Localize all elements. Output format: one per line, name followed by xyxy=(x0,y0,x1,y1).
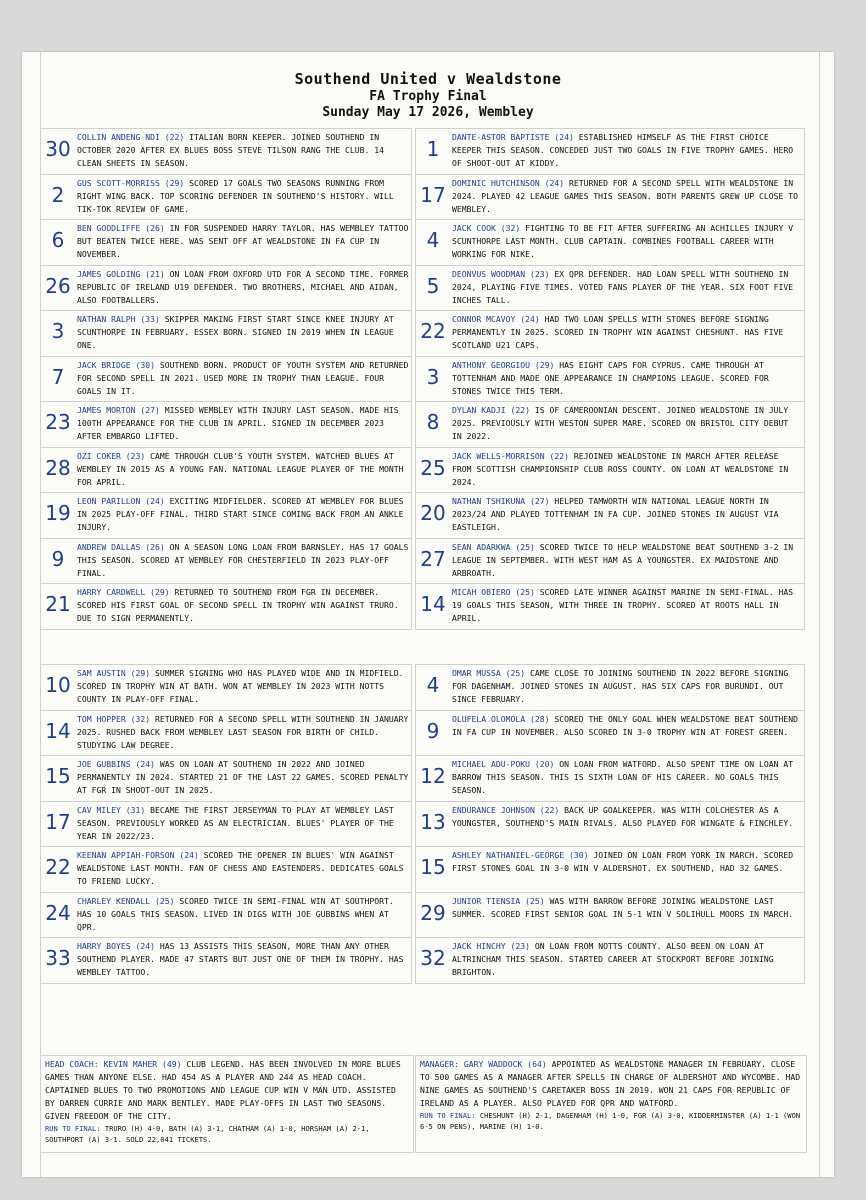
player-bio: CAME CLOSE TO JOINING SOUTHEND IN 2022 BEFORE SIGNING FOR DAGENHAM. JOINED STONES IN AUGUST. HAS SIX CAPS FOR BURUNDI. OUT SINCE FEBRUARY. xyxy=(452,668,789,704)
wealdstone-manager xyxy=(415,1055,807,1153)
player-name: ASHLEY NATHANIEL-GEORGE (30) xyxy=(452,850,589,860)
player-entry xyxy=(40,401,412,447)
player-bio: WAS WITH BARROW BEFORE JOINING WEALDSTONE LAST SUMMER. SCORED FIRST SENIOR GOAL IN 5-1 WIN V SOLIHULL MOORS IN MARCH. xyxy=(452,895,794,919)
player-note xyxy=(452,268,802,307)
player-bio: SUMMER SIGNING WHO HAS PLAYED WIDE AND IN MIDFIELD. SCORED IN TROPHY WIN AT BATH. WON AT WEMBLEY IN 2023 WITH NOTTS COUNTY IN PLAY-OFF FINAL. xyxy=(77,668,404,704)
player-bio: SCORED THE ONLY GOAL WHEN WEALDSTONE BEAT SOUTHEND IN FA CUP IN NOVEMBER. ALSO SCORED IN 3-0 TROPHY WIN AT FOREST GREEN. xyxy=(452,713,798,737)
player-entry xyxy=(40,265,412,311)
squad-number: 26 xyxy=(45,273,71,298)
squad-number: 28 xyxy=(45,455,71,480)
player-note xyxy=(452,313,802,352)
player-name: TOM HOPPER (32) xyxy=(77,713,151,724)
player-note xyxy=(77,450,409,489)
player-note xyxy=(452,940,802,979)
player-name: DYLAN KADJI (22) xyxy=(452,405,530,415)
player-bio: HELPED TAMWORTH WIN NATIONAL LEAGUE NORTH IN 2023/24 AND PLAYED TOTTENHAM IN FA CUP. JOINED STONES IN AUGUST VIA EASTLEIGH. xyxy=(452,496,779,532)
player-name: OZI COKER (23) xyxy=(77,450,146,461)
player-entry xyxy=(40,492,412,538)
player-entry xyxy=(415,710,805,756)
player-entry xyxy=(415,310,805,356)
player-note xyxy=(77,758,409,797)
southend-substitutes xyxy=(40,664,412,984)
player-bio: RETURNED FOR A SECOND SPELL WITH WEALDSTONE IN 2024. PLAYED 42 LEAGUE GAMES THIS SEASON. BOTH PARENTS GREW UP CLOSE TO WEMBLEY. xyxy=(452,177,798,214)
player-entry xyxy=(40,892,412,938)
player-note xyxy=(77,222,409,261)
player-note xyxy=(77,359,409,398)
player-entry xyxy=(415,892,805,938)
player-bio: SCORED LATE WINNER AGAINST MARINE IN SEMI-FINAL. HAS 19 GOALS THIS SEASON, WITH THREE IN TROPHY. SCORED AT ROOTS HALL IN APRIL. xyxy=(452,587,794,623)
player-note xyxy=(77,177,409,216)
squad-number: 17 xyxy=(420,182,446,207)
player-entry xyxy=(415,538,805,584)
player-bio: SOUTHEND BORN. PRODUCT OF YOUTH SYSTEM AND RETURNED FOR SECOND SPELL IN 2021. USED MORE IN TROPHY THAN LEAGUE. FOUR GOALS IN IT. xyxy=(77,359,409,396)
player-bio: SCORED TWICE TO HELP WEALDSTONE BEAT SOUTHEND 3-2 IN LEAGUE IN SEPTEMBER. WITH WEST HAM AS A YOUNGSTER. EX MAIDSTONE AND ARBROATH. xyxy=(452,541,794,578)
fixture-title: Southend United v Wealdstone xyxy=(294,70,562,88)
squad-number: 27 xyxy=(420,546,446,571)
player-bio: ON LOAN FROM OXFORD UTD FOR A SECOND TIME. FORMER REPUBLIC OF IRELAND U19 DEFENDER. TWO BROTHERS, MICHAEL AND AIDAN, ALSO FOOTBALLERS. xyxy=(77,268,409,305)
player-bio: BECAME THE FIRST JERSEYMAN TO PLAY AT WEMBLEY LAST SEASON. PREVIOUSLY WORKED AS AN ELECTRICIAN. BLUES' PLAYER OF THE YEAR IN 2022/23. xyxy=(77,804,394,841)
squad-number: 9 xyxy=(426,718,440,743)
player-entry xyxy=(40,128,412,174)
player-name: DOMINIC HUTCHINSON (24) xyxy=(452,177,565,188)
player-bio: HAS EIGHT CAPS FOR CYPRUS. CAME THROUGH AT TOTTENHAM AND MADE ONE APPEARANCE IN CHAMPIONS LEAGUE. SCORED FOR STONES TWICE THIS TERM. xyxy=(452,359,769,396)
player-bio: MISSED WEMBLEY WITH INJURY LAST SEASON. MADE HIS 100TH APPEARANCE FOR THE CLUB IN APRIL. SIGNED IN DECEMBER 2023 AFTER EMBARGO LIFTED. xyxy=(77,405,399,441)
player-bio: ON LOAN FROM WATFORD. ALSO SPENT TIME ON LOAN AT BARROW THIS SEASON. THIS IS SIXTH LOAN OF HIS CAREER. NO GOALS THIS SEASON. xyxy=(452,759,794,795)
player-name: HARRY BOYES (24) xyxy=(77,941,155,951)
player-bio: ON LOAN FROM NOTTS COUNTY. ALSO BEEN ON LOAN AT ALTRINCHAM THIS SEASON. STARTED CAREER AT STOCKPORT BEFORE JOINING BRIGHTON. xyxy=(452,941,774,977)
player-note xyxy=(77,667,409,706)
player-note xyxy=(452,541,802,580)
player-note xyxy=(452,404,802,443)
player-note xyxy=(77,586,409,625)
player-bio: ESTABLISHED HIMSELF AS THE FIRST CHOICE KEEPER THIS SEASON. CONCEDED JUST TWO GOALS IN FIVE TROPHY GAMES. HERO OF SHOOT-OUT AT KIDDY. xyxy=(452,132,794,168)
match-title xyxy=(22,70,834,120)
player-name: JOE GUBBINS (24) xyxy=(77,759,155,769)
player-name: HARRY CARDWELL (29) xyxy=(77,587,170,597)
player-name: BEN GOODLIFFE (26) xyxy=(77,223,165,233)
coach-name: HEAD COACH: KEVIN MAHER (49) xyxy=(45,1059,182,1069)
player-name: JACK HINCHY (23) xyxy=(452,941,530,951)
squad-number: 5 xyxy=(426,273,440,298)
date-venue: Sunday May 17 2026, Wembley xyxy=(322,105,534,120)
squad-number: 22 xyxy=(45,855,71,879)
player-note xyxy=(77,313,409,352)
player-entry xyxy=(415,664,805,710)
player-name: NATHAN TSHIKUNA (27) xyxy=(452,496,550,506)
player-entry xyxy=(415,583,805,630)
player-entry xyxy=(40,583,412,630)
squad-number: 3 xyxy=(426,364,440,389)
player-bio: RETURNED TO SOUTHEND FROM FGR IN DECEMBER. SCORED HIS FIRST GOAL OF SECOND SPELL IN TROPHY WIN AGAINST TRURO. DUE TO SIGN PERMANENTLY. xyxy=(77,587,399,623)
player-bio: HAS 13 ASSISTS THIS SEASON, MORE THAN ANY OTHER SOUTHEND PLAYER. MADE 47 STARTS BUT JUST ONE OF THEM IN TROPHY. HAS WEMBLEY TATTOO. xyxy=(77,941,404,977)
player-bio: SCORED THE OPENER IN BLUES' WIN AGAINST WEALDSTONE LAST MONTH. FAN OF CHESS AND EASTENDERS. DEDICATES GOALS TO FRIEND LUCKY. xyxy=(77,850,404,886)
player-bio: REJOINED WEALDSTONE IN MARCH AFTER RELEASE FROM SCOTTISH CHAMPIONSHIP CLUB ROSS COUNTY. ON LOAN AT WEALDSTONE IN 2024. xyxy=(452,450,789,487)
player-note xyxy=(77,131,409,170)
player-note xyxy=(452,586,802,625)
player-note xyxy=(452,177,802,216)
player-name: OLUFELA OLOMOLA (28) xyxy=(452,713,550,724)
squad-number: 9 xyxy=(51,546,65,571)
player-name: DEONVUS WOODMAN (23) xyxy=(452,268,550,279)
player-name: MICHAEL ADU-POKU (20) xyxy=(452,759,555,769)
player-entry xyxy=(415,937,805,984)
player-note xyxy=(452,222,802,261)
coach-bio: CLUB LEGEND. HAS BEEN INVOLVED IN MORE BLUES GAMES THAN ANYONE ELSE. HAD 454 AS A PLAYER AND 244 AS HEAD COACH. CAPTAINED BLUES TO TWO PROMOTIONS AND LEAGUE CUP WIN V MAN UTD. ASSISTED BY DARREN CURRIE AND MARK BENTLEY. MADE PLAY-OFFS IN LAST TWO SEASONS. GIVEN FREEDOM OF THE CITY. xyxy=(45,1059,401,1121)
player-note xyxy=(452,895,802,921)
player-name: OMAR MUSSA (25) xyxy=(452,668,526,678)
squad-number: 14 xyxy=(420,592,446,616)
player-entry xyxy=(40,755,412,801)
player-entry xyxy=(415,128,805,174)
player-note xyxy=(452,849,802,875)
player-entry xyxy=(40,801,412,847)
player-name: JACK BRIDGE (30) xyxy=(77,359,155,370)
run-to-final-results: TRURO (H) 4-0, BATH (A) 3-1, CHATHAM (A) 1-0, HORSHAM (A) 2-1, SOUTHPORT (A) 3-1. SOLD 22,041 TICKETS. xyxy=(45,1124,370,1144)
squad-number: 30 xyxy=(45,137,71,161)
squad-number: 4 xyxy=(426,228,440,252)
player-name: SEAN ADARKWA (25) xyxy=(452,541,535,552)
squad-number: 15 xyxy=(420,855,446,879)
player-note xyxy=(452,359,802,398)
player-bio: EXCITING MIDFIELDER. SCORED AT WEMBLEY FOR BLUES IN 2025 PLAY-OFF FINAL. THIRD START SINCE COMING BACK FROM AN ANKLE INJURY. xyxy=(77,496,404,532)
squad-number: 32 xyxy=(420,946,446,970)
margin-line-right xyxy=(819,52,820,1177)
player-name: SAM AUSTIN (29) xyxy=(77,668,151,678)
player-note xyxy=(77,849,409,888)
squad-number: 33 xyxy=(45,946,71,970)
wealdstone-starting-xi xyxy=(415,128,805,630)
player-name: CONNOR MCAVOY (24) xyxy=(452,314,540,324)
squad-number: 14 xyxy=(45,718,71,743)
squad-number: 17 xyxy=(45,809,71,834)
player-note xyxy=(452,758,802,797)
player-note xyxy=(452,131,802,170)
player-name: KEENAN APPIAH-FORSON (24) xyxy=(77,850,199,860)
player-note xyxy=(77,268,409,307)
player-entry xyxy=(415,219,805,265)
run-to-final-label: RUN TO FINAL: xyxy=(45,1124,101,1133)
player-bio: SCORED 17 GOALS TWO SEASONS RUNNING FROM RIGHT WING BACK. TOP SCORING DEFENDER IN SOUTHEND'S HISTORY. WILL TIK-TOK REVIEW OF GAME. xyxy=(77,177,394,214)
player-note xyxy=(77,404,409,443)
run-to-final xyxy=(45,1123,409,1145)
squad-number: 20 xyxy=(420,501,446,525)
player-name: DANTE-ASTOR BAPTISTE (24) xyxy=(452,132,574,142)
player-bio: ON A SEASON LONG LOAN FROM BARNSLEY. HAS 17 GOALS THIS SEASON. SCORED AT WEMBLEY FOR CHESTERFIELD IN 2023 PLAY-OFF FINAL. xyxy=(77,541,409,578)
player-note xyxy=(452,450,802,489)
squad-number: 2 xyxy=(51,182,65,207)
player-bio: SCORED TWICE IN SEMI-FINAL WIN AT SOUTHPORT. HAS 10 GOALS THIS SEASON. LIVED IN DIGS WITH JOE GUBBINS WHEN AT QPR. xyxy=(77,895,394,932)
run-to-final xyxy=(420,1110,802,1132)
wealdstone-substitutes xyxy=(415,664,805,984)
player-bio: RETURNED FOR A SECOND SPELL WITH SOUTHEND IN JANUARY 2025. RUSHED BACK FROM WEMBLEY LAST SEASON FOR BIRTH OF CHILD. STUDYING LAW DEGREE. xyxy=(77,713,409,750)
player-name: CAV MILEY (31) xyxy=(77,804,146,815)
player-note xyxy=(77,541,409,580)
player-bio: FIGHTING TO BE FIT AFTER SUFFERING AN ACHILLES INJURY V SCUNTHORPE LAST MONTH. CLUB CAPTAIN. COMBINES FOOTBALL CAREER WITH WORKING FOR NIKE. xyxy=(452,223,794,259)
coach-note xyxy=(420,1058,802,1132)
player-note xyxy=(77,940,409,979)
player-name: JACK WELLS-MORRISON (22) xyxy=(452,450,569,461)
squad-number: 6 xyxy=(51,228,65,252)
player-entry xyxy=(415,401,805,447)
player-name: JAMES GOLDING (21) xyxy=(77,268,165,279)
coach-bio: APPOINTED AS WEALDSTONE MANAGER IN FEBRUARY. CLOSE TO 500 GAMES AS A MANAGER AFTER SPELLS IN CHARGE OF ALDERSHOT AND WYCOMBE. HAD NINE GAMES AS SOUTHEND'S CARETAKER BOSS IN 2019. WON 21 CAPS FOR REPUBLIC OF IRELAND AS A PLAYER. ALSO PLAYED FOR QPR AND WATFORD. xyxy=(420,1059,801,1108)
player-entry xyxy=(415,174,805,220)
player-note xyxy=(452,667,802,706)
player-entry xyxy=(415,447,805,493)
player-entry xyxy=(415,755,805,801)
team-sheet xyxy=(22,52,834,1177)
squad-number: 3 xyxy=(51,319,65,343)
player-bio: BACK UP GOALKEEPER. WAS WITH COLCHESTER AS A YOUNGSTER, SOUTHEND'S MAIN RIVALS. ALSO PLAYED FOR WINGATE & FINCHLEY. xyxy=(452,804,794,828)
player-entry xyxy=(40,937,412,984)
player-name: NATHAN RALPH (33) xyxy=(77,314,160,324)
player-note xyxy=(452,495,802,534)
coach-note xyxy=(45,1058,409,1145)
coach-name: MANAGER: GARY WADDOCK (64) xyxy=(420,1059,547,1069)
player-entry xyxy=(415,356,805,402)
squad-number: 4 xyxy=(426,673,440,697)
player-name: JAMES MORTON (27) xyxy=(77,405,160,415)
squad-number: 25 xyxy=(420,455,446,480)
player-bio: WAS ON LOAN AT SOUTHEND IN 2022 AND JOINED PERMANENTLY IN 2024. STARTED 21 OF THE LAST 22 GAMES. SCORED PENALTY AT FGR IN SHOOT-OUT IN 2025. xyxy=(77,759,409,795)
southend-head-coach xyxy=(40,1055,414,1153)
squad-number: 29 xyxy=(420,900,446,925)
run-to-final-label: RUN TO FINAL: xyxy=(420,1111,476,1120)
player-bio: EX QPR DEFENDER. HAD LOAN SPELL WITH SOUTHEND IN 2024, PLAYING FIVE TIMES. VOTED FANS PLAYER OF THE YEAR. SIX FOOT FIVE INCHES TALL. xyxy=(452,268,794,305)
player-bio: ITALIAN BORN KEEPER. JOINED SOUTHEND IN OCTOBER 2020 AFTER EX BLUES BOSS STEVE TILSON RANG THE CLUB. 14 CLEAN SHEETS IN SEASON. xyxy=(77,132,384,168)
player-entry xyxy=(415,265,805,311)
squad-number: 23 xyxy=(45,410,71,434)
player-name: COLLIN ANDENG NDI (22) xyxy=(77,132,185,142)
player-name: ENDURANCE JOHNSON (22) xyxy=(452,804,560,815)
player-name: MICAH OBIERO (25) xyxy=(452,587,535,597)
player-note xyxy=(77,804,409,843)
player-entry xyxy=(40,174,412,220)
player-entry xyxy=(40,538,412,584)
player-bio: JOINED ON LOAN FROM YORK IN MARCH. SCORED FIRST STONES GOAL IN 3-0 WIN V ALDERSHOT. EX SOUTHEND, HAD 32 GAMES. xyxy=(452,850,794,873)
player-bio: SKIPPER MAKING FIRST START SINCE KNEE INJURY AT SCUNTHORPE IN FEBRUARY. ESSEX BORN. SIGNED IN 2019 WHEN IN LEAGUE ONE. xyxy=(77,314,394,350)
squad-number: 24 xyxy=(45,900,71,925)
player-bio: HAD TWO LOAN SPELLS WITH STONES BEFORE SIGNING PERMANENTLY IN 2025. SCORED IN TROPHY WIN AGAINST CHESHUNT. HAS FIVE SCOTLAND U21 CAPS. xyxy=(452,314,784,350)
player-name: ANDREW DALLAS (26) xyxy=(77,541,165,552)
player-entry xyxy=(40,356,412,402)
squad-number: 13 xyxy=(420,809,446,834)
player-bio: CAME THROUGH CLUB'S YOUTH SYSTEM. WATCHED BLUES AT WEMBLEY IN 2015 AS A YOUNG FAN. NATIONAL LEAGUE PLAYER OF THE MONTH FOR APRIL. xyxy=(77,450,404,487)
run-to-final-results: CHESHUNT (H) 2-1, DAGENHAM (H) 1-0, FGR (A) 3-0, KIDDERMINSTER (A) 1-1 (WON 6-5 ON PENS), MARINE (H) 1-0. xyxy=(420,1111,801,1131)
player-note xyxy=(77,713,409,752)
player-name: JACK COOK (32) xyxy=(452,223,521,233)
squad-number: 12 xyxy=(420,764,446,788)
player-entry xyxy=(40,447,412,493)
player-bio: IN FOR SUSPENDED HARRY TAYLOR. HAS WEMBLEY TATTOO BUT BEATEN TWICE HERE. WAS SENT OFF AT WEALDSTONE IN FA CUP IN NOVEMBER. xyxy=(77,223,409,259)
player-entry xyxy=(40,310,412,356)
competition-title: FA Trophy Final xyxy=(369,89,487,104)
player-name: JUNIOR TIENSIA (25) xyxy=(452,895,545,906)
squad-number: 15 xyxy=(45,764,71,788)
squad-number: 10 xyxy=(45,673,71,697)
squad-number: 22 xyxy=(420,319,446,343)
player-note xyxy=(77,895,409,934)
player-note xyxy=(77,495,409,534)
squad-number: 1 xyxy=(426,137,440,161)
player-name: LEON PARILLON (24) xyxy=(77,496,165,506)
player-entry xyxy=(40,710,412,756)
player-bio: IS OF CAMEROONIAN DESCENT. JOINED WEALDSTONE IN JULY 2025. PREVIOUSLY WITH WESTON SUPER MARE. SCORED ON BRISTOL CITY DEBUT IN 2022. xyxy=(452,405,789,441)
squad-number: 7 xyxy=(51,364,65,389)
southend-starting-xi xyxy=(40,128,412,630)
player-entry xyxy=(415,492,805,538)
player-entry xyxy=(40,846,412,892)
player-name: CHARLEY KENDALL (25) xyxy=(77,895,175,906)
player-note xyxy=(452,804,802,830)
player-note xyxy=(452,713,802,739)
squad-number: 21 xyxy=(45,592,71,616)
player-entry xyxy=(40,664,412,710)
player-entry xyxy=(415,801,805,847)
player-entry xyxy=(40,219,412,265)
player-name: GUS SCOTT-MORRISS (29) xyxy=(77,177,185,188)
player-entry xyxy=(415,846,805,892)
squad-number: 19 xyxy=(45,501,71,525)
squad-number: 8 xyxy=(426,410,440,434)
player-name: ANTHONY GEORGIOU (29) xyxy=(452,359,555,370)
